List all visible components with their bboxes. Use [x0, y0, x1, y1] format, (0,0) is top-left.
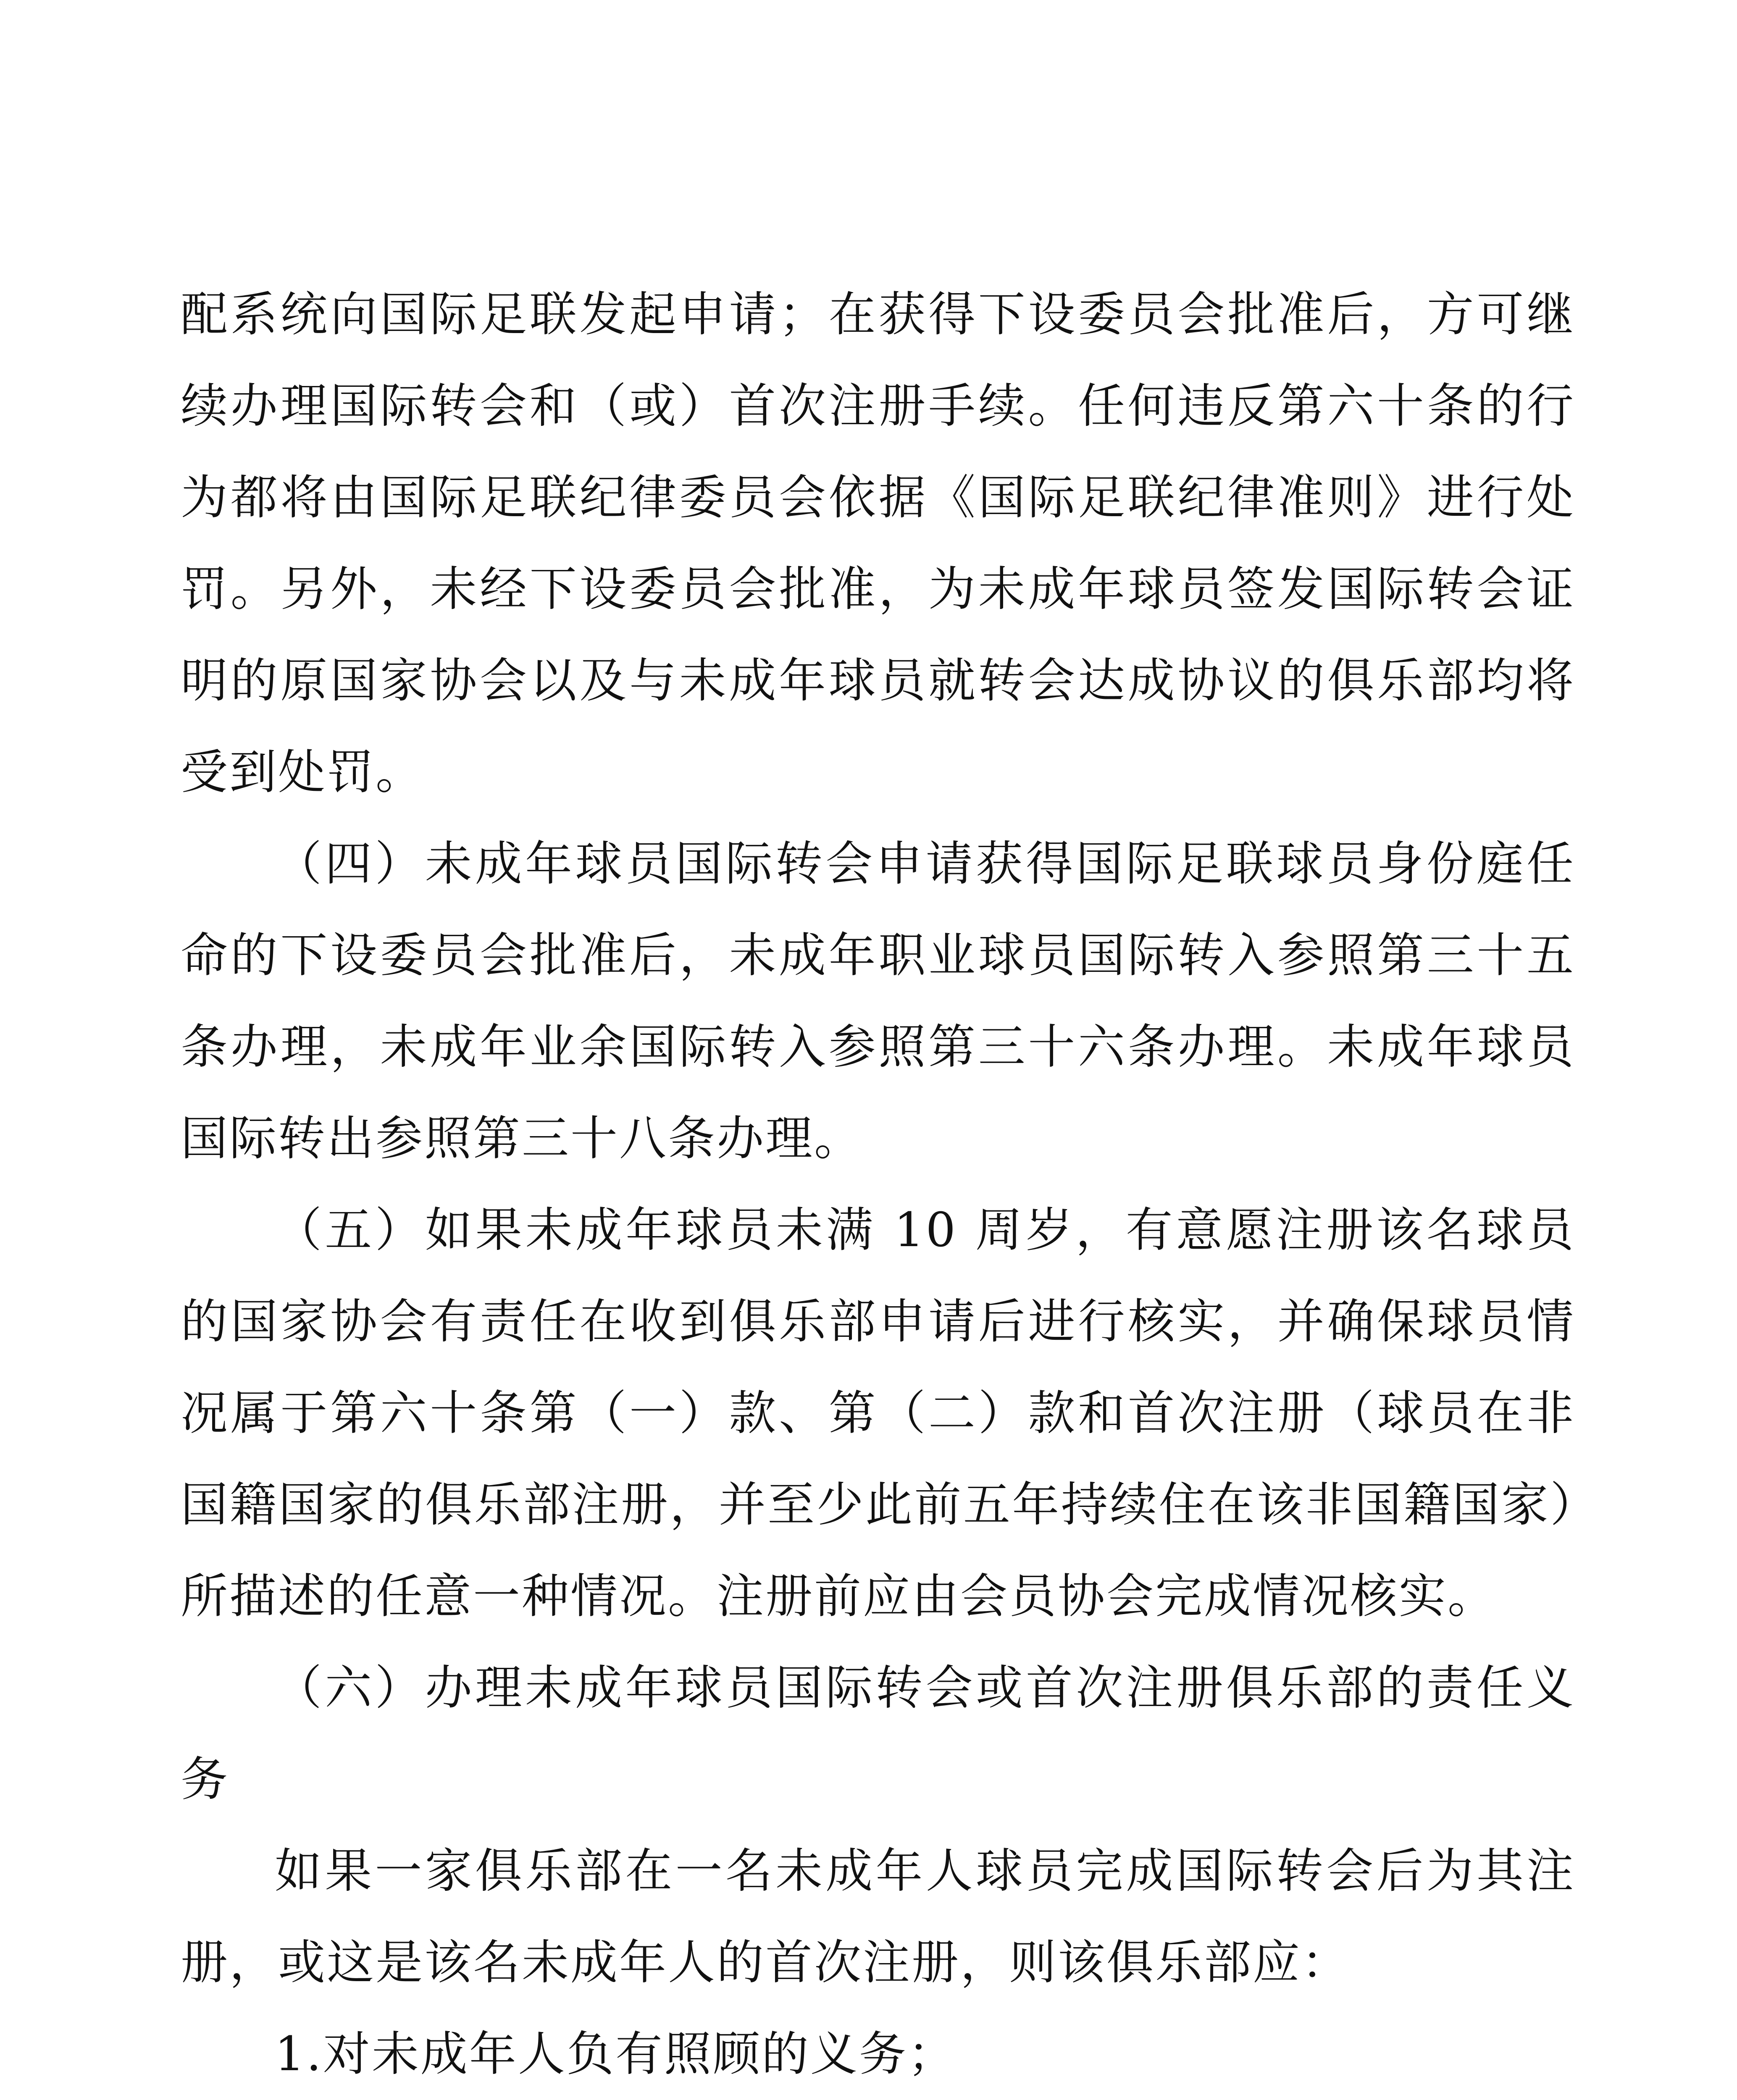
paragraph-item-4: （四）未成年球员国际转会申请获得国际足联球员身份庭任命的下设委员会批准后，未成年职业球员国际转入参照第三十五条办理，未成年业余国际转入参照第三十六条办理。未成年球员国际转出参照第三十八条办理。: [181, 837, 1575, 1166]
paragraph-item-5: （五）如果未成年球员未满 10 周岁，有意愿注册该名球员的国家协会有责任在收到俱乐部申请后进行核实，并确保球员情况属于第六十条第（一）款、第（二）款和首次注册（球员在非国籍国家的俱乐部注册，并至少此前五年持续住在该非国籍国家）所描述的任意一种情况。注册前应由会员协会完成情况核实。: [181, 1203, 1575, 1624]
paragraph-item-6-heading: （六）办理未成年球员国际转会或首次注册俱乐部的责任义务: [181, 1661, 1575, 1807]
paragraph-item-6-intro: 如果一家俱乐部在一名未成年人球员完成国际转会后为其注册，或这是该名未成年人的首次注册，则该俱乐部应：: [181, 1844, 1575, 1990]
body-text: [181, 269, 1575, 2100]
list-item-1: 1.对未成年人负有照顾的义务；: [275, 2027, 957, 2082]
paragraph-continuation: 配系统向国际足联发起申请；在获得下设委员会批准后，方可继续办理国际转会和（或）首次注册手续。任何违反第六十条的行为都将由国际足联纪律委员会依据《国际足联纪律准则》进行处罚。另外，未经下设委员会批准，为未成年球员签发国际转会证明的原国家协会以及与未成年球员就转会达成协议的俱乐部均将受到处罚。: [181, 287, 1575, 800]
